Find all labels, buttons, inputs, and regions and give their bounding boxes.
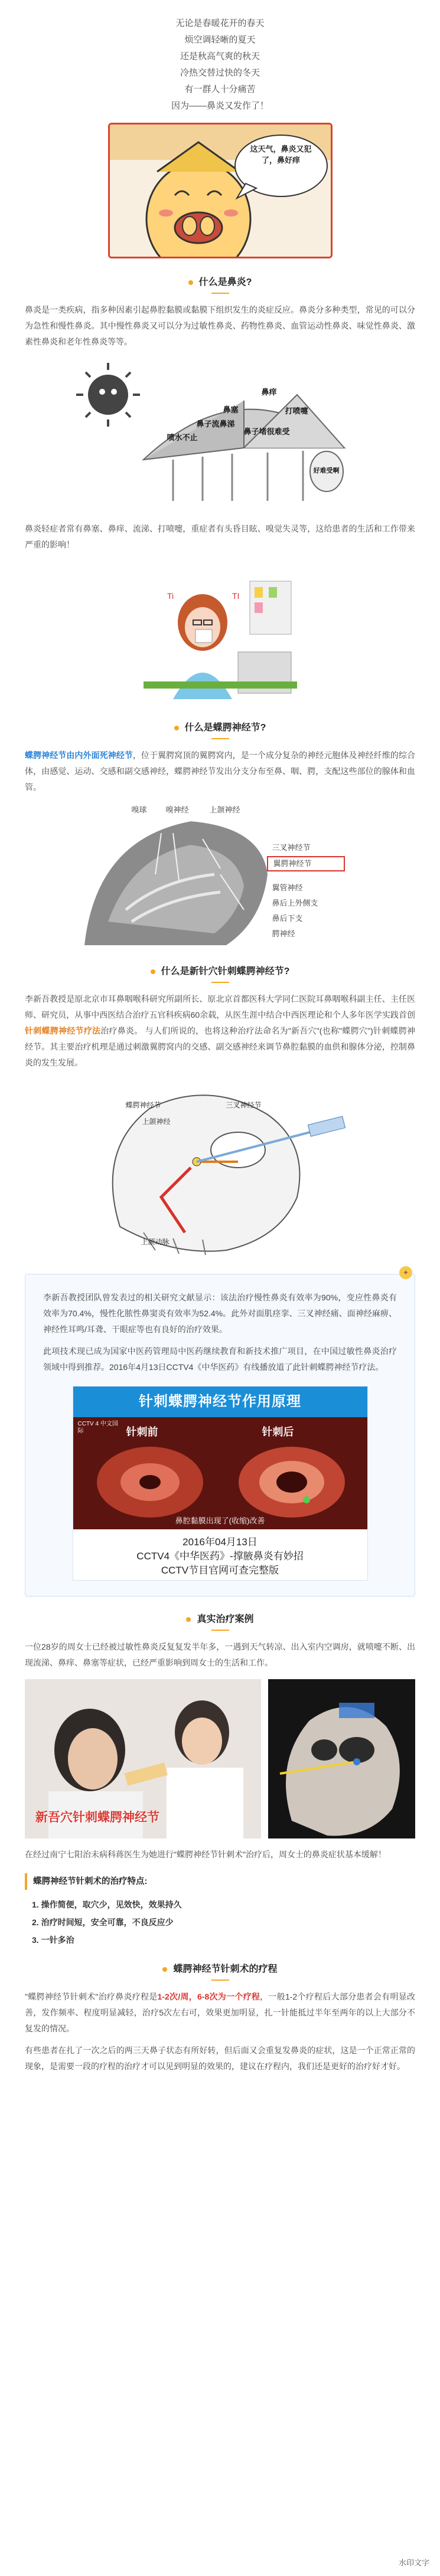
anatomy-label: 鼻后下支 [272,914,303,923]
course-note: 有些患者在扎了一次之后的两三天鼻子状态有所好转，但后面又会重复发鼻炎的症状，这是一个正常正常的现象，是需要一段的疗程的治疗才可以见到明显的效果的，建议在疗程内，我们还是更好的治疗好才好。 [25,2046,415,2071]
poem-line: 冷热交替过快的冬天 [180,68,260,78]
anatomy-label: 上颌神经 [209,805,240,814]
diagram-label: 三叉神经节 [226,1101,262,1109]
efficacy-paragraph: 李新吾教授团队曾发表过的相关研究文献显示：该法治疗慢性鼻炎有效率为90%，变应性鼻炎有效率为70.4%，慢性化脓性鼻窦炎有效率为52.4%。此外对面肌痉挛、三叉神经痛、面神经麻痹、神经性耳鸣/耳聋、干眼症等也有良好的治疗效果。 [43,1293,397,1334]
heading-underline [211,738,229,739]
speech-bubble-text: 这天气，鼻炎又犯了，鼻好痒 [250,145,312,165]
section-title-ganglion: 什么是蝶腭神经节? [25,720,415,739]
anatomy-label: 翼管神经 [272,883,303,892]
skull-needle-diagram [84,1079,356,1256]
symptom-label: 鼻子堵很难受 [243,427,290,436]
symptom-label: 鼻塞 [223,405,239,414]
symptom-label: 打喷嚏 [285,407,308,415]
evidence-card [25,1269,415,1597]
features-title: 蝶腭神经节针刺术的治疗特点: [25,1873,415,1890]
case-result: 在经过南宁七阳治未病科蒋医生为她进行"蝶腭神经节针刺术"治疗后，周女士的鼻炎症状基本缓解！ [25,1850,386,1859]
poem-line: 有一群人十分痛苦 [184,84,256,94]
tv-channel-logo: CCTV 4 中文国际 [77,1421,118,1434]
anatomy-label: 嗅球 [131,805,147,814]
symptom-umbrella-illustration [67,359,374,513]
rhinitis-intro: 鼻炎是一类疾病，指多种因素引起鼻腔黏膜或黏膜下组织发生的炎症反应。鼻炎分多种类型，常见的可以分为急性和慢性鼻炎。其中慢性鼻炎又可以分为过敏性鼻炎、药物性鼻炎、血管运动性鼻炎、味觉性鼻炎、激素性鼻炎和老年性鼻炎等等。 [25,305,415,346]
heading-underline [211,293,229,294]
diagram-label: 上颌神经 [142,1117,171,1126]
anatomy-label-highlight: 翼腭神经节 [273,859,312,868]
anatomy-label: 三叉神经节 [272,843,311,852]
symptom-label: 喷水不止 [167,433,198,442]
comic-illustration [108,123,333,258]
heading-dot-icon [162,1967,167,1972]
video-program: CCTV4《中华医药》-撑腋鼻炎有妙招 [136,1551,304,1562]
video-site: CCTV节目官网可查完整版 [161,1565,279,1576]
sparkle-icon: ✦ [399,1266,412,1279]
symptom-label: 好难受啊 [313,467,340,474]
anatomy-label: 腭神经 [272,929,295,938]
case-description: 一位28岁的周女士已经被过敏性鼻炎反复复发半年多，一遇到天气转凉、出入室内空调房，就喷嚏不断、出现流涕、鼻痒、鼻塞等症状，已经严重影响到周女士的生活和工作。 [25,1642,415,1667]
video-date: 2016年04月13日 [182,1536,258,1548]
symptom-label: 鼻子流鼻涕 [196,419,235,428]
heading-dot-icon [186,1617,191,1622]
poem-line: 因为——鼻炎又发作了！ [171,101,269,111]
heading-underline [211,1630,229,1631]
acupuncture-description: 李新吾教授是原北京市耳鼻咽喉科研究所副所长、原北京首都医科大学同仁医院耳鼻咽喉科副主任、主任医师、研究员，从事中西医结合治疗五官科疾病60余载，从医生涯中结合中西医理论和个人多年医学实践首创针刺蝶腭神经节疗法治疗鼻炎。 与人们所说的，也将这种治疗法命名为"新吾穴"(也称"蝶腭穴")针刺蝶腭神经节。其主要治疗机理是通过刺激翼腭窝内的交感、副交感神经来调节鼻腔黏膜的血供和腺体分泌，控制鼻炎的发生发展。 [25,994,415,1067]
symptom-label: 鼻痒 [261,388,277,396]
after-label: 针刺后 [262,1426,294,1438]
watermark-text: 水印文字 [398,2558,429,2567]
section-title-course: 蝶腭神经节针刺术的疗程 [25,1962,415,1981]
anatomy-label: 鼻后上外侧支 [272,899,318,907]
section-title-case: 真实治疗案例 [25,1612,415,1631]
diagram-label: 蝶腭神经节 [125,1101,161,1109]
heading-dot-icon [151,969,155,974]
sneezing-woman-illustration [132,563,309,705]
ganglion-description: 蝶腭神经节由内外面死神经节，位于翼腭窝顶的翼腭窝内，是一个成分复杂的神经元胞体及神经纤维的综合体，由感觉、运动、交感和副交感神经，蝶腭神经节发出分支分布至鼻、咽、腭，支配这些部位的腺体和血管。 [25,750,416,792]
skull-3d-photo [268,1679,415,1838]
poem-line: 烦空调轻晰的夏天 [184,35,256,45]
list-item: 1. 操作简便，取穴少，见效快，效果持久 [32,1900,182,1909]
cctv-video-still[interactable] [73,1386,368,1581]
list-item: 3. 一针多治 [32,1935,74,1945]
heading-underline [211,1979,229,1981]
poem-line: 无论是春暖花开的春天 [175,18,265,28]
nasal-anatomy-diagram [73,804,368,951]
case-photos [25,1679,415,1838]
poem-line: 还是秋高气爽的秋天 [180,51,260,61]
section-title-rhinitis: 什么是鼻炎? [25,275,415,294]
photo-caption: 新吾穴针刺蝶腭神经节 [35,1811,159,1824]
anatomy-label: 嗅神经 [165,805,189,814]
video-subtitle: 鼻腔黏膜出现了(收缩)改善 [175,1516,265,1525]
list-item: 2. 治疗时间短，安全可靠，不良反应少 [32,1918,174,1927]
heading-dot-icon [188,280,193,285]
video-heading: 针刺蝶腭神经节作用原理 [73,1387,367,1417]
section-title-acupuncture: 什么是新针穴针刺蝶腭神经节? [25,964,415,983]
svg-text:Ti: Ti [167,591,174,601]
heading-dot-icon [174,726,179,730]
intro-poem [25,0,415,114]
svg-text:TI: TI [232,591,239,601]
diagram-label: 上颌动脉 [141,1238,170,1246]
course-paragraph: "蝶腭神经节针刺术"治疗鼻炎疗程是1-2次/周，6-8次为一个疗程，一般1-2个疗程后大部分患者会有明显改善，发作频率、程度明显减轻，治疗5次左右可，效果更加明显，扎一针能抵过半年至两年的以上大部分不复发的情况。 [25,1992,415,2033]
treatment-photo [25,1679,261,1838]
rhinitis-consequence: 鼻炎轻症者常有鼻塞、鼻痒、流涕、打喷嚏，重症者有头昏目眩、嗅觉失灵等，这给患者的生活和工作带来严重的影响！ [25,524,415,549]
promotion-paragraph: 此项技术现已成为国家中医药管理局中医药继续教育和新技术推广项目，在中国过敏性鼻炎治疗领域中得到推荐。2016年4月13日CCTV4《中华医药》有线播放道了此针刺蝶腭神经节疗法。 [43,1346,397,1372]
before-label: 针刺前 [126,1426,158,1438]
heading-underline [211,982,229,983]
features-list [25,1896,415,1949]
